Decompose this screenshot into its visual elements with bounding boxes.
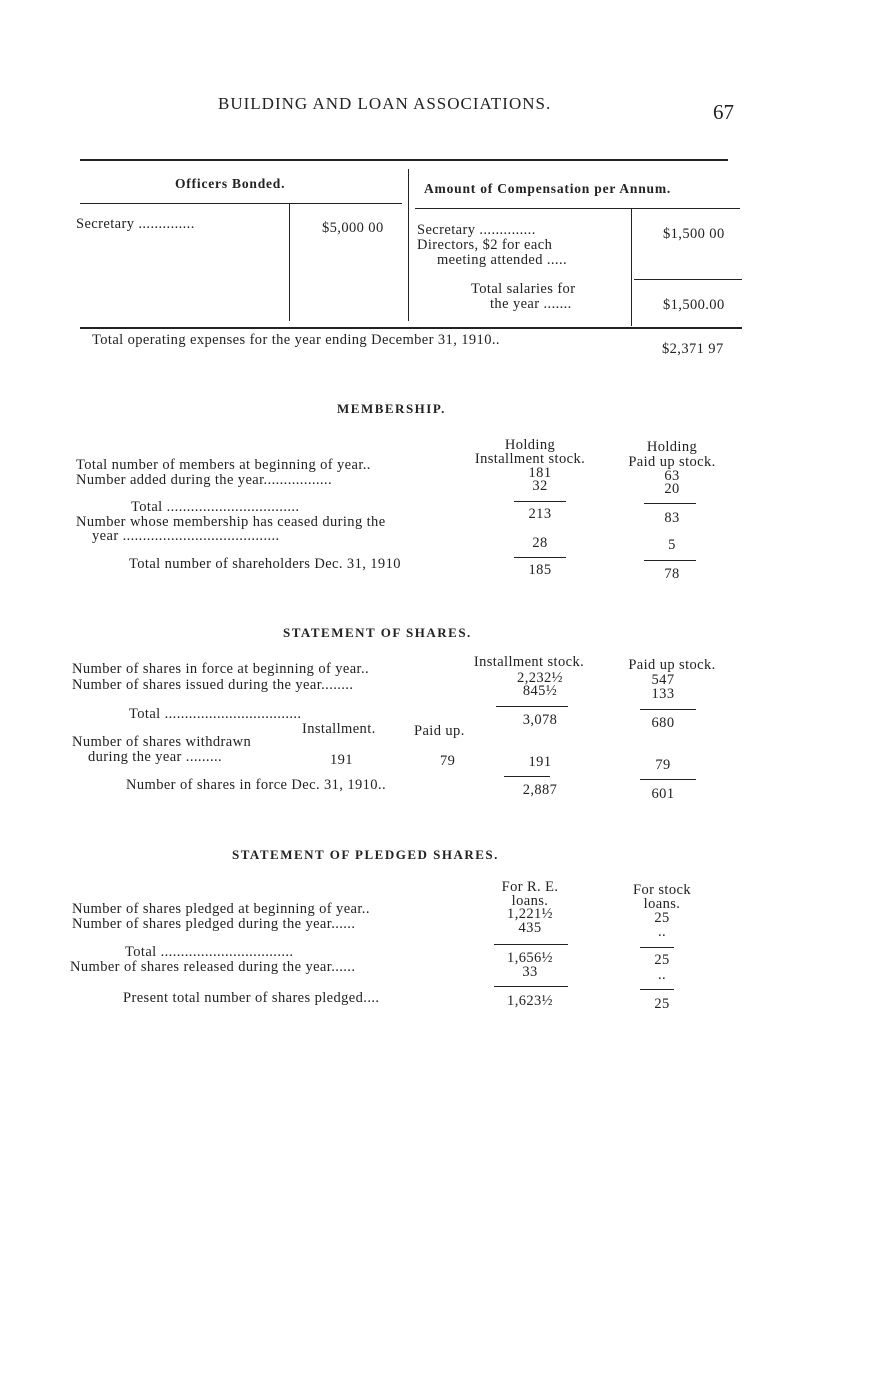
shares-row-label: during the year ......... [88,749,223,765]
pledged-row-c2: 25 [654,952,670,968]
comp-directors-line2: meeting attended ..... [437,252,567,268]
membership-row-c1: 32 [532,478,548,494]
shares-col2-head: Paid up stock. [628,657,716,673]
table-top-rule [80,159,728,161]
pledged-row-label: Number of shares pledged during the year...... [72,916,356,932]
pledged-row-c2: .. [657,967,667,983]
shares-row-c2: 601 [651,786,675,802]
pledged-col2-head2: loans. [643,896,681,912]
membership-sum-rule [514,557,566,558]
shares-withdrawn-paid: 79 [440,753,456,769]
shares-sub-paid-head: Paid up. [414,723,465,739]
membership-sum-rule [644,503,696,504]
bond-amount: $5,000 00 [322,220,384,236]
shares-sum-rule [504,776,550,777]
shares-title: STATEMENT OF SHARES. [283,625,472,640]
operating-expenses-label: Total operating expenses for the year ending December 31, 1910.. [92,332,500,348]
shares-row-c1: 191 [528,754,552,770]
compensation-header: Amount of Compensation per Annum. [424,181,672,196]
table-bottom-rule [80,327,742,329]
shares-sum-rule [640,779,696,780]
shares-row-c1: 3,078 [522,712,558,728]
pledged-row-label: Total ................................. [125,944,294,960]
shares-row-c2: 680 [651,715,675,731]
left-header-rule [80,203,402,204]
operating-expenses-amount: $2,371 97 [662,341,724,357]
membership-sum-rule [514,501,566,502]
membership-row-c1: 181 [528,465,552,481]
shares-withdrawn-installment: 191 [330,752,353,768]
pledged-sum-rule [494,986,568,987]
page-number: 67 [713,100,734,124]
pledged-row-c1: 1,221½ [507,906,553,922]
membership-row-label: year ....................................... [92,528,280,544]
pledged-row-label: Present total number of shares pledged.... [123,990,380,1006]
membership-row-c1: 185 [528,562,552,578]
membership-row-label: Number added during the year................. [76,472,332,488]
shares-row-label: Number of shares withdrawn [72,734,252,750]
shares-sum-rule [640,709,696,710]
pledged-row-c1: 1,656½ [507,950,553,966]
membership-title: MEMBERSHIP. [337,401,446,416]
right-amount-divider [631,208,632,326]
middle-divider [408,169,409,321]
shares-col1-head: Installment stock. [473,654,585,670]
membership-row-c2: 63 [664,468,680,484]
right-header-rule [415,208,740,209]
shares-row-label: Number of shares issued during the year........ [72,677,354,693]
membership-row-label: Total number of members at beginning of year.. [76,457,371,473]
pledged-col2-head1: For stock [633,882,691,898]
membership-row-c2: 83 [664,510,680,526]
comp-secretary-amount: $1,500 00 [663,226,725,242]
membership-row-c2: 5 [668,537,676,553]
shares-row-label: Total .................................. [129,706,302,722]
salary-subtotal-rule [634,279,742,280]
membership-row-label: Total number of shareholders Dec. 31, 1910 [129,556,401,572]
membership-row-c1: 213 [528,506,552,522]
pledged-col1-head1: For R. E. [501,879,559,895]
comp-secretary: Secretary .............. [417,222,536,238]
shares-row-c2: 133 [651,686,675,702]
left-amount-divider [289,203,290,321]
membership-row-label: Total ................................. [131,499,300,515]
shares-row-c1: 2,232½ [517,670,563,686]
membership-col1-head2: Installment stock. [474,451,586,467]
pledged-row-c1: 1,623½ [507,993,553,1009]
membership-row-c1: 28 [532,535,548,551]
comp-directors-line1: Directors, $2 for each [417,237,553,253]
shares-sub-installment-head: Installment. [302,721,376,737]
bonded-officer: Secretary .............. [76,216,195,232]
membership-col1-head1: Holding [504,437,556,453]
pledged-col1-head2: loans. [511,893,549,909]
pledged-row-c1: 33 [522,964,538,980]
membership-row-label: Number whose membership has ceased during the [76,514,386,530]
page-header-title: BUILDING AND LOAN ASSOCIATIONS. [218,94,552,113]
membership-col2-head1: Holding [646,439,698,455]
membership-row-c2: 20 [664,481,680,497]
pledged-row-label: Number of shares pledged at beginning of year.. [72,901,370,917]
pledged-row-label: Number of shares released during the year...... [70,959,356,975]
membership-sum-rule [644,560,696,561]
membership-row-c2: 78 [664,566,680,582]
officers-bonded-header: Officers Bonded. [175,176,286,191]
shares-row-c1: 845½ [522,683,558,699]
shares-row-label: Number of shares in force at beginning of year.. [72,661,370,677]
shares-row-c1: 2,887 [522,782,558,798]
shares-row-label: Number of shares in force Dec. 31, 1910.. [126,777,387,793]
pledged-row-c2: 25 [654,910,670,926]
pledged-sum-rule [640,989,674,990]
pledged-sum-rule [494,944,568,945]
pledged-sum-rule [640,947,674,948]
total-salaries-line2: the year ....... [490,296,572,312]
shares-row-c2: 547 [651,672,675,688]
shares-row-c2: 79 [655,757,671,773]
total-salaries-amount: $1,500.00 [663,297,725,313]
pledged-row-c1: 435 [518,920,542,936]
membership-col2-head2: Paid up stock. [628,454,716,470]
pledged-title: STATEMENT OF PLEDGED SHARES. [232,847,499,862]
total-salaries-line1: Total salaries for [471,281,576,297]
pledged-row-c2: 25 [654,996,670,1012]
pledged-row-c2: .. [657,924,667,940]
shares-sum-rule [496,706,568,707]
